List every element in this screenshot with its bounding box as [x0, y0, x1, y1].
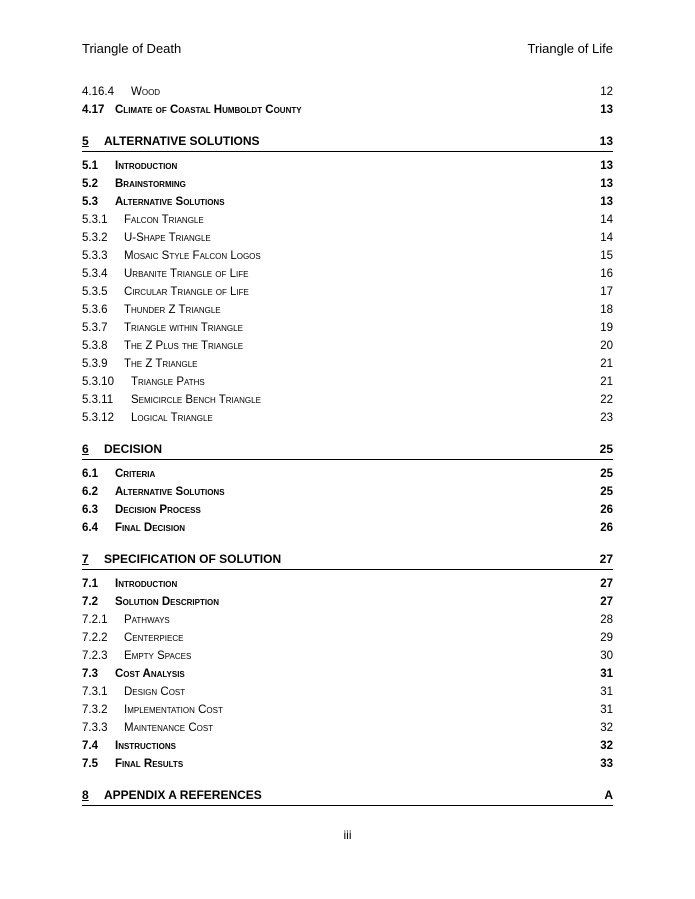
toc-entry[interactable] [82, 211, 613, 229]
toc-entry[interactable] [82, 265, 613, 283]
toc-entry-number: 7.2.1 [82, 614, 108, 626]
toc-entry[interactable] [82, 575, 613, 593]
toc-entry-number: 5.3.5 [82, 286, 108, 298]
toc-entry-page: 16 [600, 268, 613, 280]
toc-entry-title: Thunder Z Triangle [124, 304, 221, 316]
toc-entry-title: Circular Triangle of Life [124, 286, 249, 298]
toc-entry[interactable] [82, 719, 613, 737]
toc-entry-title: Empty Spaces [124, 650, 192, 662]
toc-entry-number: 4.16.4 [82, 86, 114, 98]
toc-entry-title: ALTERNATIVE SOLUTIONS [104, 134, 260, 148]
toc-entry[interactable] [82, 737, 613, 755]
toc-entry-page: 27 [600, 578, 613, 590]
toc-entry-page: 13 [600, 160, 613, 172]
toc-entry-number: 7.4 [82, 740, 98, 752]
toc-entry[interactable] [82, 175, 613, 193]
toc-entry-page: 20 [600, 340, 613, 352]
toc-entry-number: 6.2 [82, 486, 98, 498]
toc-entry-title: Mosaic Style Falcon Logos [124, 250, 261, 262]
toc-entry[interactable] [82, 629, 613, 647]
toc-entry-title: Instructions [115, 740, 176, 752]
toc-entry-number: 5.3.9 [82, 358, 108, 370]
toc-entry-number: 6.3 [82, 504, 98, 516]
toc-entry[interactable] [82, 373, 613, 391]
toc-entry-title: Final Results [115, 758, 184, 770]
toc-entry-number: 5.3.8 [82, 340, 108, 352]
toc-entry-page: 28 [600, 614, 613, 626]
toc-entry-number: 6.1 [82, 468, 98, 480]
toc-entry-number: 5.1 [82, 160, 98, 172]
toc-entry-title: Brainstorming [115, 178, 186, 190]
toc-chapter-entry[interactable] [82, 440, 613, 460]
toc-entry-page: 32 [600, 722, 613, 734]
toc-entry-page: 31 [600, 686, 613, 698]
toc-entry[interactable] [82, 283, 613, 301]
toc-entry-title: Implementation Cost [124, 704, 223, 716]
toc-entry[interactable] [82, 319, 613, 337]
toc-entry[interactable] [82, 355, 613, 373]
toc-entry-number: 5.3.11 [82, 394, 114, 406]
toc-entry-number: 7 [82, 552, 89, 566]
toc-entry-page: 31 [600, 704, 613, 716]
toc-entry-page: 27 [599, 552, 613, 566]
toc-entry-number: 4.17 [82, 104, 105, 116]
toc-entry-page: 21 [600, 376, 613, 388]
toc-entry-number: 5.3.3 [82, 250, 108, 262]
toc-entry-title: Introduction [115, 578, 178, 590]
toc-entry-number: 6 [82, 442, 89, 456]
toc-entry-number: 5.3.4 [82, 268, 108, 280]
toc-entry[interactable] [82, 83, 613, 101]
toc-entry-number: 5 [82, 134, 89, 148]
toc-entry-title: Semicircle Bench Triangle [131, 394, 261, 406]
toc-entry-number: 5.3.2 [82, 232, 108, 244]
toc-entry-title: U-Shape Triangle [124, 232, 211, 244]
toc-entry-number: 5.3.12 [82, 412, 114, 424]
toc-entry-number: 7.2.2 [82, 632, 108, 644]
toc-entry-title: Alternative Solutions [115, 196, 225, 208]
page-number: iii [343, 828, 352, 842]
toc-entry-number: 7.5 [82, 758, 98, 770]
toc-entry[interactable] [82, 501, 613, 519]
toc-chapter-entry[interactable] [82, 550, 613, 570]
toc-entry-page: 31 [600, 668, 613, 680]
toc-entry-page: 13 [599, 134, 613, 148]
toc-entry-title: Criteria [115, 468, 156, 480]
toc-entry-number: 7.3.3 [82, 722, 108, 734]
toc-entry[interactable] [82, 611, 613, 629]
toc-entry-page: 21 [600, 358, 613, 370]
toc-entry-page: 23 [600, 412, 613, 424]
toc-entry-number: 8 [82, 788, 89, 802]
toc-entry-page: 30 [600, 650, 613, 662]
toc-entry-page: 17 [600, 286, 613, 298]
toc-entry-page: A [604, 788, 613, 802]
toc-entry-title: APPENDIX A REFERENCES [104, 788, 262, 802]
toc-entry-page: 18 [600, 304, 613, 316]
toc-entry-page: 13 [600, 104, 613, 116]
toc-entry[interactable] [82, 247, 613, 265]
toc-entry-title: Final Decision [115, 522, 186, 534]
toc-entry-title: Climate of Coastal Humboldt County [115, 104, 302, 116]
toc-entry[interactable] [82, 101, 613, 119]
toc-chapter-entry[interactable] [82, 786, 613, 806]
toc-entry-number: 5.3.7 [82, 322, 108, 334]
toc-entry-page: 25 [600, 486, 613, 498]
toc-entry[interactable] [82, 301, 613, 319]
toc-entry-title: Triangle within Triangle [124, 322, 243, 334]
toc-entry-title: DECISION [104, 442, 163, 456]
toc-entry-number: 7.2 [82, 596, 98, 608]
toc-entry-page: 25 [600, 468, 613, 480]
toc-entry-page: 19 [600, 322, 613, 334]
toc-entry-number: 5.2 [82, 178, 98, 190]
toc-entry[interactable] [82, 337, 613, 355]
toc-entry-page: 15 [600, 250, 613, 262]
running-header-left: Triangle of Death [82, 41, 182, 56]
toc-entry-page: 29 [600, 632, 613, 644]
toc-entry-title: Cost Analysis [115, 668, 185, 680]
toc-entry-title: The Z Plus the Triangle [124, 340, 244, 352]
toc-entry[interactable] [82, 229, 613, 247]
toc-entry-number: 5.3.1 [82, 214, 108, 226]
toc-entry-title: SPECIFICATION OF SOLUTION [104, 552, 282, 566]
toc-entry-page: 25 [599, 442, 613, 456]
toc-entry-number: 5.3.10 [82, 376, 114, 388]
toc-entry[interactable] [82, 519, 613, 537]
toc-entry[interactable] [82, 683, 613, 701]
toc-entry-title: Solution Description [115, 596, 220, 608]
toc-entry[interactable] [82, 193, 613, 211]
toc-entry[interactable] [82, 391, 613, 409]
toc-entry[interactable] [82, 483, 613, 501]
toc-entry-number: 7.3.2 [82, 704, 108, 716]
toc-entry-number: 7.2.3 [82, 650, 108, 662]
toc-entry-number: 7.1 [82, 578, 98, 590]
toc-entry[interactable] [82, 465, 613, 483]
toc-entry[interactable] [82, 755, 613, 773]
toc-entry-page: 13 [600, 196, 613, 208]
toc-entry-number: 5.3.6 [82, 304, 108, 316]
toc-entry-title: Centerpiece [124, 632, 184, 644]
toc-entry-page: 33 [600, 758, 613, 770]
toc-entry-title: Falcon Triangle [124, 214, 204, 226]
toc-entry-number: 7.3.1 [82, 686, 108, 698]
toc-entry[interactable] [82, 701, 613, 719]
toc-entry-title: Maintenance Cost [124, 722, 214, 734]
toc-entry[interactable] [82, 647, 613, 665]
toc-entry-number: 5.3 [82, 196, 98, 208]
toc-entry-title: Logical Triangle [131, 412, 213, 424]
toc-entry-title: Pathways [124, 614, 170, 626]
running-header-right: Triangle of Life [527, 41, 613, 56]
toc-entry[interactable] [82, 593, 613, 611]
toc-entry-title: Triangle Paths [131, 376, 205, 388]
toc-entry-title: Wood [131, 86, 161, 98]
toc-entry-page: 26 [600, 504, 613, 516]
toc-entry-title: Decision Process [115, 504, 201, 516]
toc-entry-page: 12 [600, 86, 613, 98]
toc-entry-page: 22 [600, 394, 613, 406]
toc-entry-number: 6.4 [82, 522, 98, 534]
toc-entry-page: 26 [600, 522, 613, 534]
toc-entry[interactable] [82, 157, 613, 175]
toc-entry[interactable] [82, 665, 613, 683]
toc-entry-page: 32 [600, 740, 613, 752]
toc-entry-page: 14 [600, 232, 613, 244]
toc-entry-number: 7.3 [82, 668, 98, 680]
toc-entry-title: Introduction [115, 160, 178, 172]
toc-entry[interactable] [82, 409, 613, 427]
toc-entry-title: The Z Triangle [124, 358, 198, 370]
toc-entry-title: Alternative Solutions [115, 486, 225, 498]
toc-entry-title: Urbanite Triangle of Life [124, 268, 249, 280]
toc-entry-page: 27 [600, 596, 613, 608]
toc-entry-title: Design Cost [124, 686, 186, 698]
toc-entry-page: 13 [600, 178, 613, 190]
toc-entry-page: 14 [600, 214, 613, 226]
toc-chapter-entry[interactable] [82, 132, 613, 152]
table-of-contents [82, 83, 613, 811]
